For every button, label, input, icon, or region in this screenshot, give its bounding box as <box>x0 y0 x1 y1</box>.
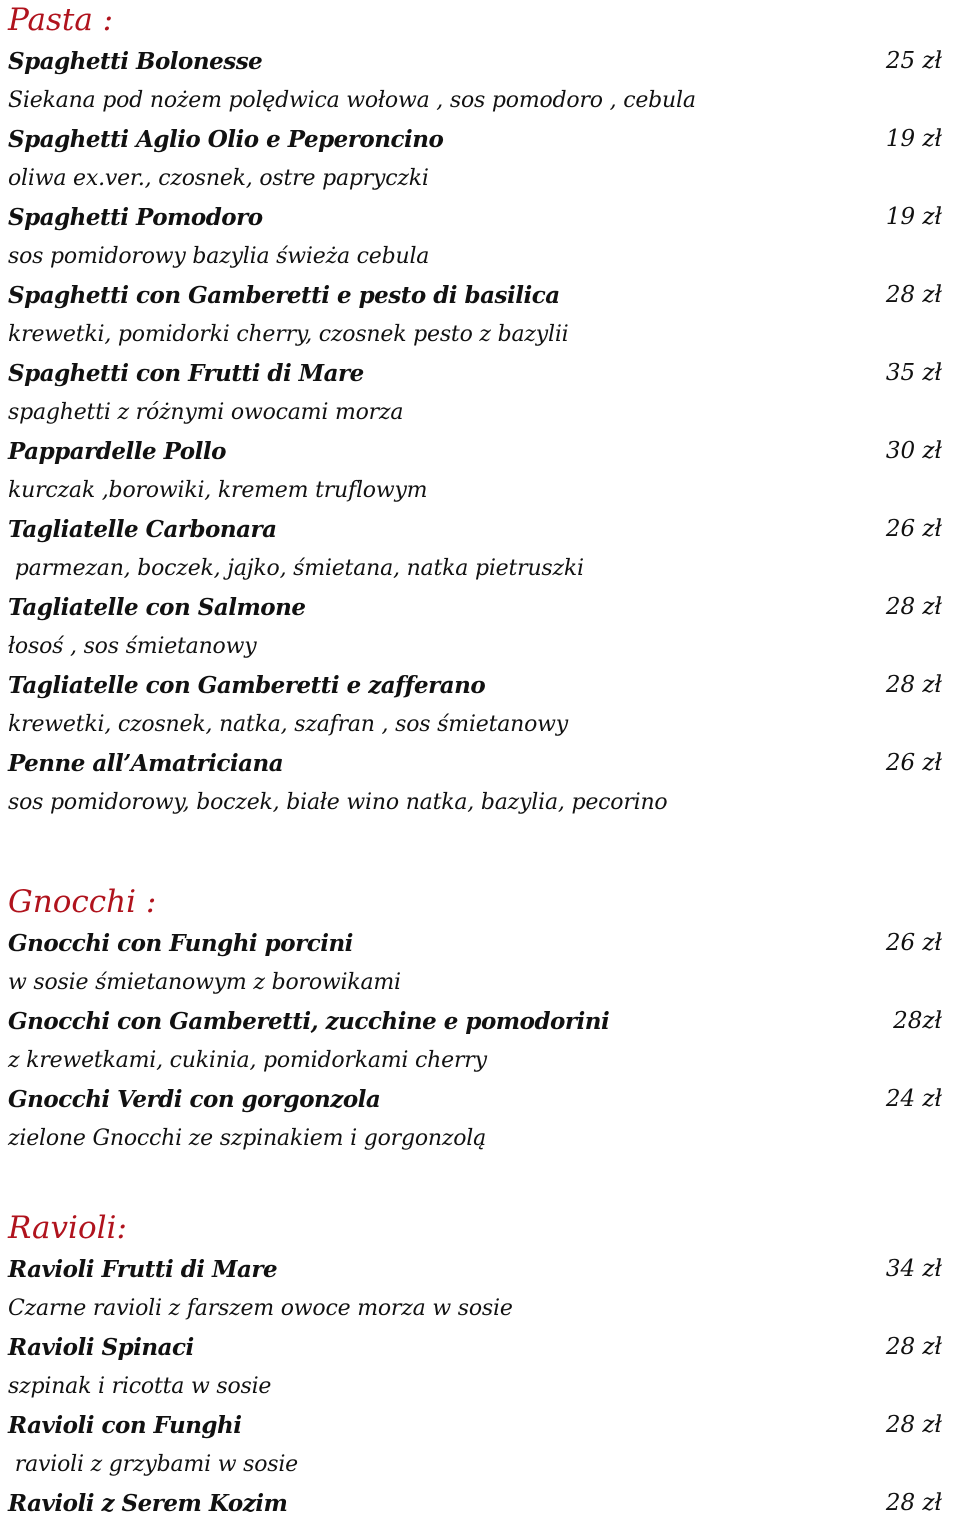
dish-name: Spaghetti con Gamberetti e pesto di basilica <box>8 282 560 309</box>
dish-description: kurczak ,borowiki, kremem truflowym <box>8 478 428 503</box>
menu-item-desc-row <box>8 549 952 588</box>
menu-item-desc-row <box>8 237 952 276</box>
dish-description: oliwa ex.ver., czosnek, ostre papryczki <box>8 166 429 191</box>
dish-description: ravioli z grzybami w sosie <box>8 1452 298 1477</box>
dish-price: 35 zł <box>885 360 942 386</box>
menu-item-name-row <box>8 1080 952 1119</box>
menu-item-name-row <box>8 744 952 783</box>
section-ravioli <box>8 1206 952 1523</box>
dish-description: Czarne ravioli z farszem owoce morza w sosie <box>8 1296 513 1321</box>
menu-item-name-row <box>8 1002 952 1041</box>
section-title: Pasta : <box>8 2 114 38</box>
dish-name: Ravioli Spinaci <box>8 1334 194 1361</box>
menu-item-desc-row <box>8 705 952 744</box>
menu-item-name-row <box>8 42 952 81</box>
dish-name: Spaghetti con Frutti di Mare <box>8 360 364 387</box>
menu-item-name-row <box>8 924 952 963</box>
section-pasta <box>8 0 952 822</box>
dish-description: łosoś , sos śmietanowy <box>8 634 257 659</box>
dish-description: z krewetkami, cukinia, pomidorkami cherry <box>8 1048 487 1073</box>
menu-item-desc-row <box>8 1041 952 1080</box>
dish-description: parmezan, boczek, jajko, śmietana, natka pietruszki <box>8 556 584 581</box>
menu-item-name-row <box>8 1406 952 1445</box>
dish-price: 26 zł <box>885 930 942 956</box>
dish-name: Pappardelle Pollo <box>8 438 226 465</box>
dish-price: 26 zł <box>885 516 942 542</box>
menu-item-name-row <box>8 666 952 705</box>
dish-price: 28 zł <box>885 1490 942 1516</box>
dish-name: Gnocchi con Gamberetti, zucchine e pomodorini <box>8 1008 610 1035</box>
dish-price: 30 zł <box>885 438 942 464</box>
dish-description: szpinak i ricotta w sosie <box>8 1374 272 1399</box>
menu-item-name-row <box>8 120 952 159</box>
dish-price: 28 zł <box>885 282 942 308</box>
dish-description: krewetki, pomidorki cherry, czosnek pesto z bazylii <box>8 322 569 347</box>
dish-name: Ravioli con Funghi <box>8 1412 242 1439</box>
menu-item-desc-row <box>8 783 952 822</box>
section-title: Ravioli: <box>8 1210 127 1246</box>
menu-item-desc-row <box>8 159 952 198</box>
menu-item-name-row <box>8 510 952 549</box>
section-title: Gnocchi : <box>8 884 157 920</box>
menu-item-desc-row <box>8 81 952 120</box>
dish-price: 25 zł <box>885 48 942 74</box>
dish-name: Tagliatelle con Gamberetti e zafferano <box>8 672 486 699</box>
menu-item-name-row <box>8 588 952 627</box>
dish-description: w sosie śmietanowym z borowikami <box>8 970 401 995</box>
menu-item-desc-row <box>8 315 952 354</box>
menu-item-desc-row <box>8 1119 952 1158</box>
dish-description: sos pomidorowy, boczek, białe wino natka, bazylia, pecorino <box>8 790 668 815</box>
dish-description: krewetki, czosnek, natka, szafran , sos śmietanowy <box>8 712 569 737</box>
dish-price: 28zł <box>893 1008 942 1034</box>
dish-price: 26 zł <box>885 750 942 776</box>
dish-description: Siekana pod nożem polędwica wołowa , sos pomodoro , cebula <box>8 88 696 113</box>
dish-name: Penne all’Amatriciana <box>8 750 284 777</box>
menu-item-name-row <box>8 432 952 471</box>
dish-name: Gnocchi con Funghi porcini <box>8 930 353 957</box>
dish-name: Gnocchi Verdi con gorgonzola <box>8 1086 381 1113</box>
dish-price: 28 zł <box>885 1334 942 1360</box>
dish-name: Tagliatelle Carbonara <box>8 516 277 543</box>
dish-name: Tagliatelle con Salmone <box>8 594 306 621</box>
menu-item-name-row <box>8 1250 952 1289</box>
menu-item-name-row <box>8 354 952 393</box>
menu-item-name-row <box>8 1328 952 1367</box>
menu-item-name-row <box>8 198 952 237</box>
dish-name: Ravioli Frutti di Mare <box>8 1256 278 1283</box>
menu-item-name-row <box>8 1484 952 1523</box>
dish-description: sos pomidorowy bazylia świeża cebula <box>8 244 430 269</box>
menu-item-name-row <box>8 276 952 315</box>
dish-price: 24 zł <box>885 1086 942 1112</box>
dish-name: Ravioli z Serem Kozim <box>8 1490 288 1517</box>
menu-item-desc-row <box>8 627 952 666</box>
dish-description: spaghetti z różnymi owocami morza <box>8 400 404 425</box>
dish-price: 19 zł <box>885 204 942 230</box>
section-gnocchi <box>8 880 952 1158</box>
dish-price: 28 zł <box>885 1412 942 1438</box>
dish-price: 28 zł <box>885 594 942 620</box>
menu-item-desc-row <box>8 471 952 510</box>
menu-page <box>8 0 952 1523</box>
dish-price: 28 zł <box>885 672 942 698</box>
menu-item-desc-row <box>8 1445 952 1484</box>
dish-name: Spaghetti Aglio Olio e Peperoncino <box>8 126 444 153</box>
menu-item-desc-row <box>8 393 952 432</box>
dish-description: zielone Gnocchi ze szpinakiem i gorgonzolą <box>8 1126 487 1151</box>
menu-item-desc-row <box>8 1367 952 1406</box>
dish-price: 34 zł <box>885 1256 942 1282</box>
dish-price: 19 zł <box>885 126 942 152</box>
menu-item-desc-row <box>8 1289 952 1328</box>
dish-name: Spaghetti Bolonesse <box>8 48 263 75</box>
dish-name: Spaghetti Pomodoro <box>8 204 263 231</box>
menu-item-desc-row <box>8 963 952 1002</box>
